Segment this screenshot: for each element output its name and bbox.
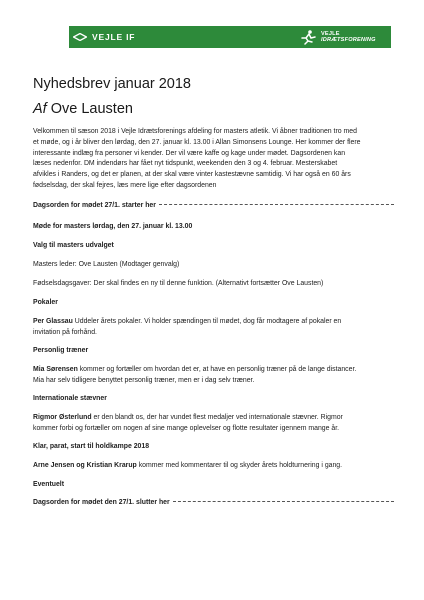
agenda-start-line — [33, 202, 394, 209]
pokaler-line — [33, 317, 341, 328]
intro-line: læses nedenfor. DM indendørs har fået nyt tidspunkt, weekenden den 3 og 4. februar. Mesterskabet — [33, 160, 338, 168]
agenda-start-text: Dagsorden for mødet 27/1. starter her — [33, 202, 156, 209]
personlig-line-2: Mia har selv tidligere benyttet personlig træner, men er i dag selv træner. — [33, 376, 255, 384]
personlig-text: kommer og fortæller om hvordan det er, at have en personlig træner på de lange distancer. — [77, 366, 357, 373]
klar-text: kommer med kommentarer til og skyder årets holdturnering i gang. — [136, 462, 343, 469]
section-heading-internationale: Internationale stævner — [33, 395, 107, 402]
intro-line: afvikles i Randers, og det er planen, at der skal være vinter kastestævne samtidig. Vi har også en 60 års — [33, 171, 351, 179]
pokaler-text: Uddeler årets pokaler. Vi holder spændingen til mødet, dog får modtagere af pokaler en — [72, 318, 342, 325]
personlig-person: Mia Sørensen — [33, 366, 78, 373]
author-prefix: Af — [33, 101, 47, 117]
internationale-line — [33, 413, 343, 424]
banner-white-block — [33, 26, 69, 48]
runner-logo-icon — [298, 29, 318, 45]
masters-leader-text: Masters leder: Ove Lausten (Modtager genvalg) — [33, 261, 180, 268]
personlig-line — [33, 365, 356, 376]
pokaler-person: Per Glassau — [33, 318, 73, 325]
brand-right-line1: VEJLE — [321, 31, 340, 37]
brand-right — [298, 26, 376, 48]
author-line — [33, 101, 133, 117]
intro-line: Velkommen til sæson 2018 i Vejle Idrætsforenings afdeling for masters atletik. Vi åbner traditionen tro med — [33, 128, 357, 135]
section-heading-eventuelt: Eventuelt — [33, 481, 65, 488]
internationale-text: er den blandt os, der har vundet flest medaljer ved internationale stævner. Rigmor — [91, 414, 343, 421]
brand-right-line2: IDRÆTSFORENING — [321, 37, 376, 43]
klar-line — [33, 461, 342, 472]
section-heading-klar: Klar, parat, start til holdkampe 2018 — [33, 443, 150, 450]
agenda-end-line — [33, 499, 394, 506]
intro-line: fødselsdag, der skal fejres, læs mere lige efter dagsordenen — [33, 182, 217, 189]
section-heading-pokaler: Pokaler — [33, 299, 58, 306]
section-heading-personlig: Personlig træner — [33, 347, 89, 354]
intro-line: interessante indlæg fra personer vi kender. Der vil være kaffe og kage under mødet. Dagsordenen kan — [33, 149, 346, 157]
brand-left-text: VEJLE IF — [92, 32, 136, 42]
internationale-person: Rigmor Østerlund — [33, 414, 92, 421]
internationale-line-2: kommer forbi og fortæller om nogen af sine mange oplevelser og flotte resultater igennem mange år. — [33, 424, 340, 432]
dashed-divider — [173, 501, 394, 502]
brand-left — [73, 26, 135, 48]
section-heading-valg: Valg til masters udvalget — [33, 242, 114, 249]
author-name: Ove Lausten — [50, 101, 133, 117]
page-title: Nyhedsbrev januar 2018 — [33, 76, 191, 92]
intro-line: et møde, og i år bliver den lørdag, den 27. januar kl. 13.00 i Allan Simonsens Lounge. Her kommer der flere — [33, 138, 361, 146]
brand-right-text — [321, 31, 376, 43]
pokaler-line-2: invitation på forhånd. — [33, 328, 97, 336]
birthday-gifts-text: Fødselsdagsgaver: Der skal findes en ny til denne funktion. (Alternativt fortsætter Ove Lausten) — [33, 280, 324, 287]
klar-persons: Arne Jensen og Kristian Krarup — [33, 462, 137, 469]
dashed-divider — [159, 204, 394, 205]
agenda-end-text: Dagsorden for mødet den 27/1. slutter her — [33, 499, 170, 506]
meeting-heading: Møde for masters lørdag, den 27. januar kl. 13.00 — [33, 223, 193, 230]
header-banner — [33, 26, 391, 48]
diamond-logo-icon — [73, 33, 87, 41]
